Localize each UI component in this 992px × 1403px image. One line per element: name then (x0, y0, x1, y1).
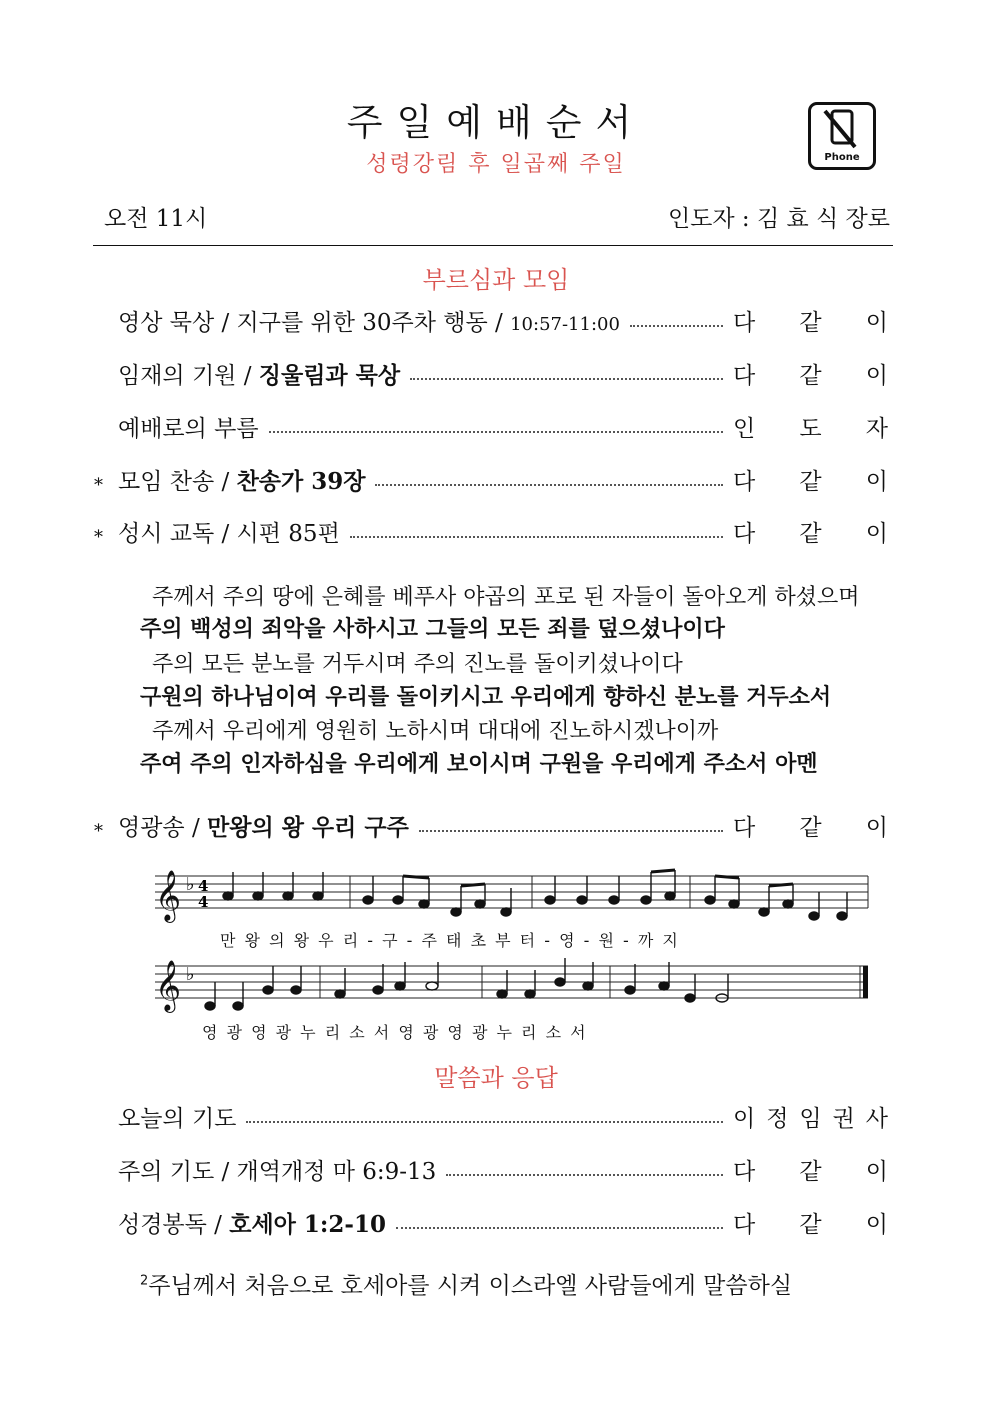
order-item (94, 808, 888, 842)
order-item-label: 주의 기도 / 개역개정 마 6:9-13 (118, 1158, 437, 1185)
dot-leader (630, 325, 723, 327)
order-item-who: 다 같 이 (733, 362, 888, 389)
order-item-who: 다 같 이 (733, 814, 888, 841)
order-item-label: 성시 교독 / 시편 85편 (118, 520, 340, 547)
dot-leader (446, 1174, 723, 1176)
order-item (118, 356, 888, 390)
asterisk-icon: ⁎ (94, 814, 103, 836)
order-item-who: 다 같 이 (733, 1211, 888, 1238)
order-item (118, 1152, 888, 1186)
phone-label: Phone (824, 152, 860, 163)
verse-number: 2 (140, 1273, 149, 1289)
order-item-label: 오늘의 기도 (118, 1105, 237, 1132)
dot-leader (375, 484, 723, 486)
music-score (150, 858, 880, 1047)
reading-line-people: 주여 주의 인자하심을 우리에게 보이시며 구원을 우리에게 주소서 아멘 (140, 752, 818, 777)
svg-text:4: 4 (198, 877, 209, 895)
no-phone-icon (808, 102, 876, 170)
reading-line-leader: 주께서 주의 땅에 은혜를 베푸사 야곱의 포로 된 자들이 돌아오게 하셨으며 (152, 585, 860, 610)
service-time: 오전 11시 (104, 206, 208, 232)
order-item-label: 영광송 / 만왕의 왕 우리 구주 (118, 813, 409, 841)
order-item-who: 다 같 이 (733, 520, 888, 547)
asterisk-icon: ⁎ (94, 520, 103, 542)
order-item-label: 모임 찬송 / 찬송가 39장 (118, 467, 366, 495)
order-item-who: 다 같 이 (733, 1158, 888, 1185)
dot-leader (350, 536, 723, 538)
section-gathering: 부르심과 모임 (422, 266, 570, 294)
reading-line-people: 구원의 하나님이여 우리를 돌이키시고 우리에게 향하신 분노를 거두소서 (140, 685, 832, 710)
order-item (94, 462, 888, 496)
order-item-who: 다 같 이 (733, 468, 888, 495)
reading-line-people: 주의 백성의 죄악을 사하시고 그들의 모든 죄를 덮으셨나이다 (140, 617, 725, 642)
asterisk-icon: ⁎ (94, 468, 103, 490)
page-title: 주일예배순서 (346, 101, 646, 144)
reading-line-leader: 주의 모든 분노를 거두시며 주의 진노를 돌이키셨나이다 (152, 652, 683, 677)
order-item (118, 1205, 888, 1239)
lyrics-line-2: 영 광 영 광 누 리 소 서 영 광 영 광 누 리 소 서 (202, 1023, 586, 1042)
svg-text:♭: ♭ (186, 964, 195, 985)
lyrics-line-1: 만 왕 의 왕 우 리 - 구 - 주 태 초 부 터 - 영 - 원 - 까 지 (220, 931, 678, 950)
reading-line-leader: 주께서 우리에게 영원히 노하시며 대대에 진노하시겠나이까 (152, 719, 719, 744)
order-item-label: 예배로의 부름 (118, 415, 259, 442)
verse-text: 주님께서 처음으로 호세아를 시켜 이스라엘 사람들에게 말씀하실 (148, 1273, 793, 1299)
page-subtitle: 성령강림 후 일곱째 주일 (366, 152, 626, 177)
dot-leader (246, 1121, 723, 1123)
svg-text:♭: ♭ (186, 874, 195, 895)
order-item-label: 영상 묵상 / 지구를 위한 30주차 행동 / 10:57-11:00 (118, 309, 620, 336)
scripture-verse (140, 1267, 792, 1300)
section-word: 말씀과 응답 (434, 1064, 558, 1092)
order-item-who: 이 정 임 권 사 (733, 1105, 888, 1132)
order-item-who: 다 같 이 (733, 309, 888, 336)
dot-leader (410, 378, 723, 380)
order-item-label: 임재의 기원 / 징울림과 묵상 (118, 361, 401, 389)
dot-leader (419, 830, 723, 832)
header-divider (93, 245, 893, 246)
order-item-who: 인 도 자 (733, 415, 888, 442)
order-item (94, 514, 888, 548)
dot-leader (269, 431, 723, 433)
order-item (118, 303, 888, 337)
service-leader: 인도자 : 김 효 식 장로 (667, 206, 890, 232)
svg-text:𝄞: 𝄞 (155, 870, 182, 921)
dot-leader (396, 1227, 723, 1229)
svg-text:𝄞: 𝄞 (155, 960, 182, 1011)
svg-text:4: 4 (198, 893, 209, 911)
order-item (118, 409, 888, 443)
order-item (118, 1099, 888, 1133)
order-item-label: 성경봉독 / 호세아 1:2-10 (118, 1210, 386, 1238)
